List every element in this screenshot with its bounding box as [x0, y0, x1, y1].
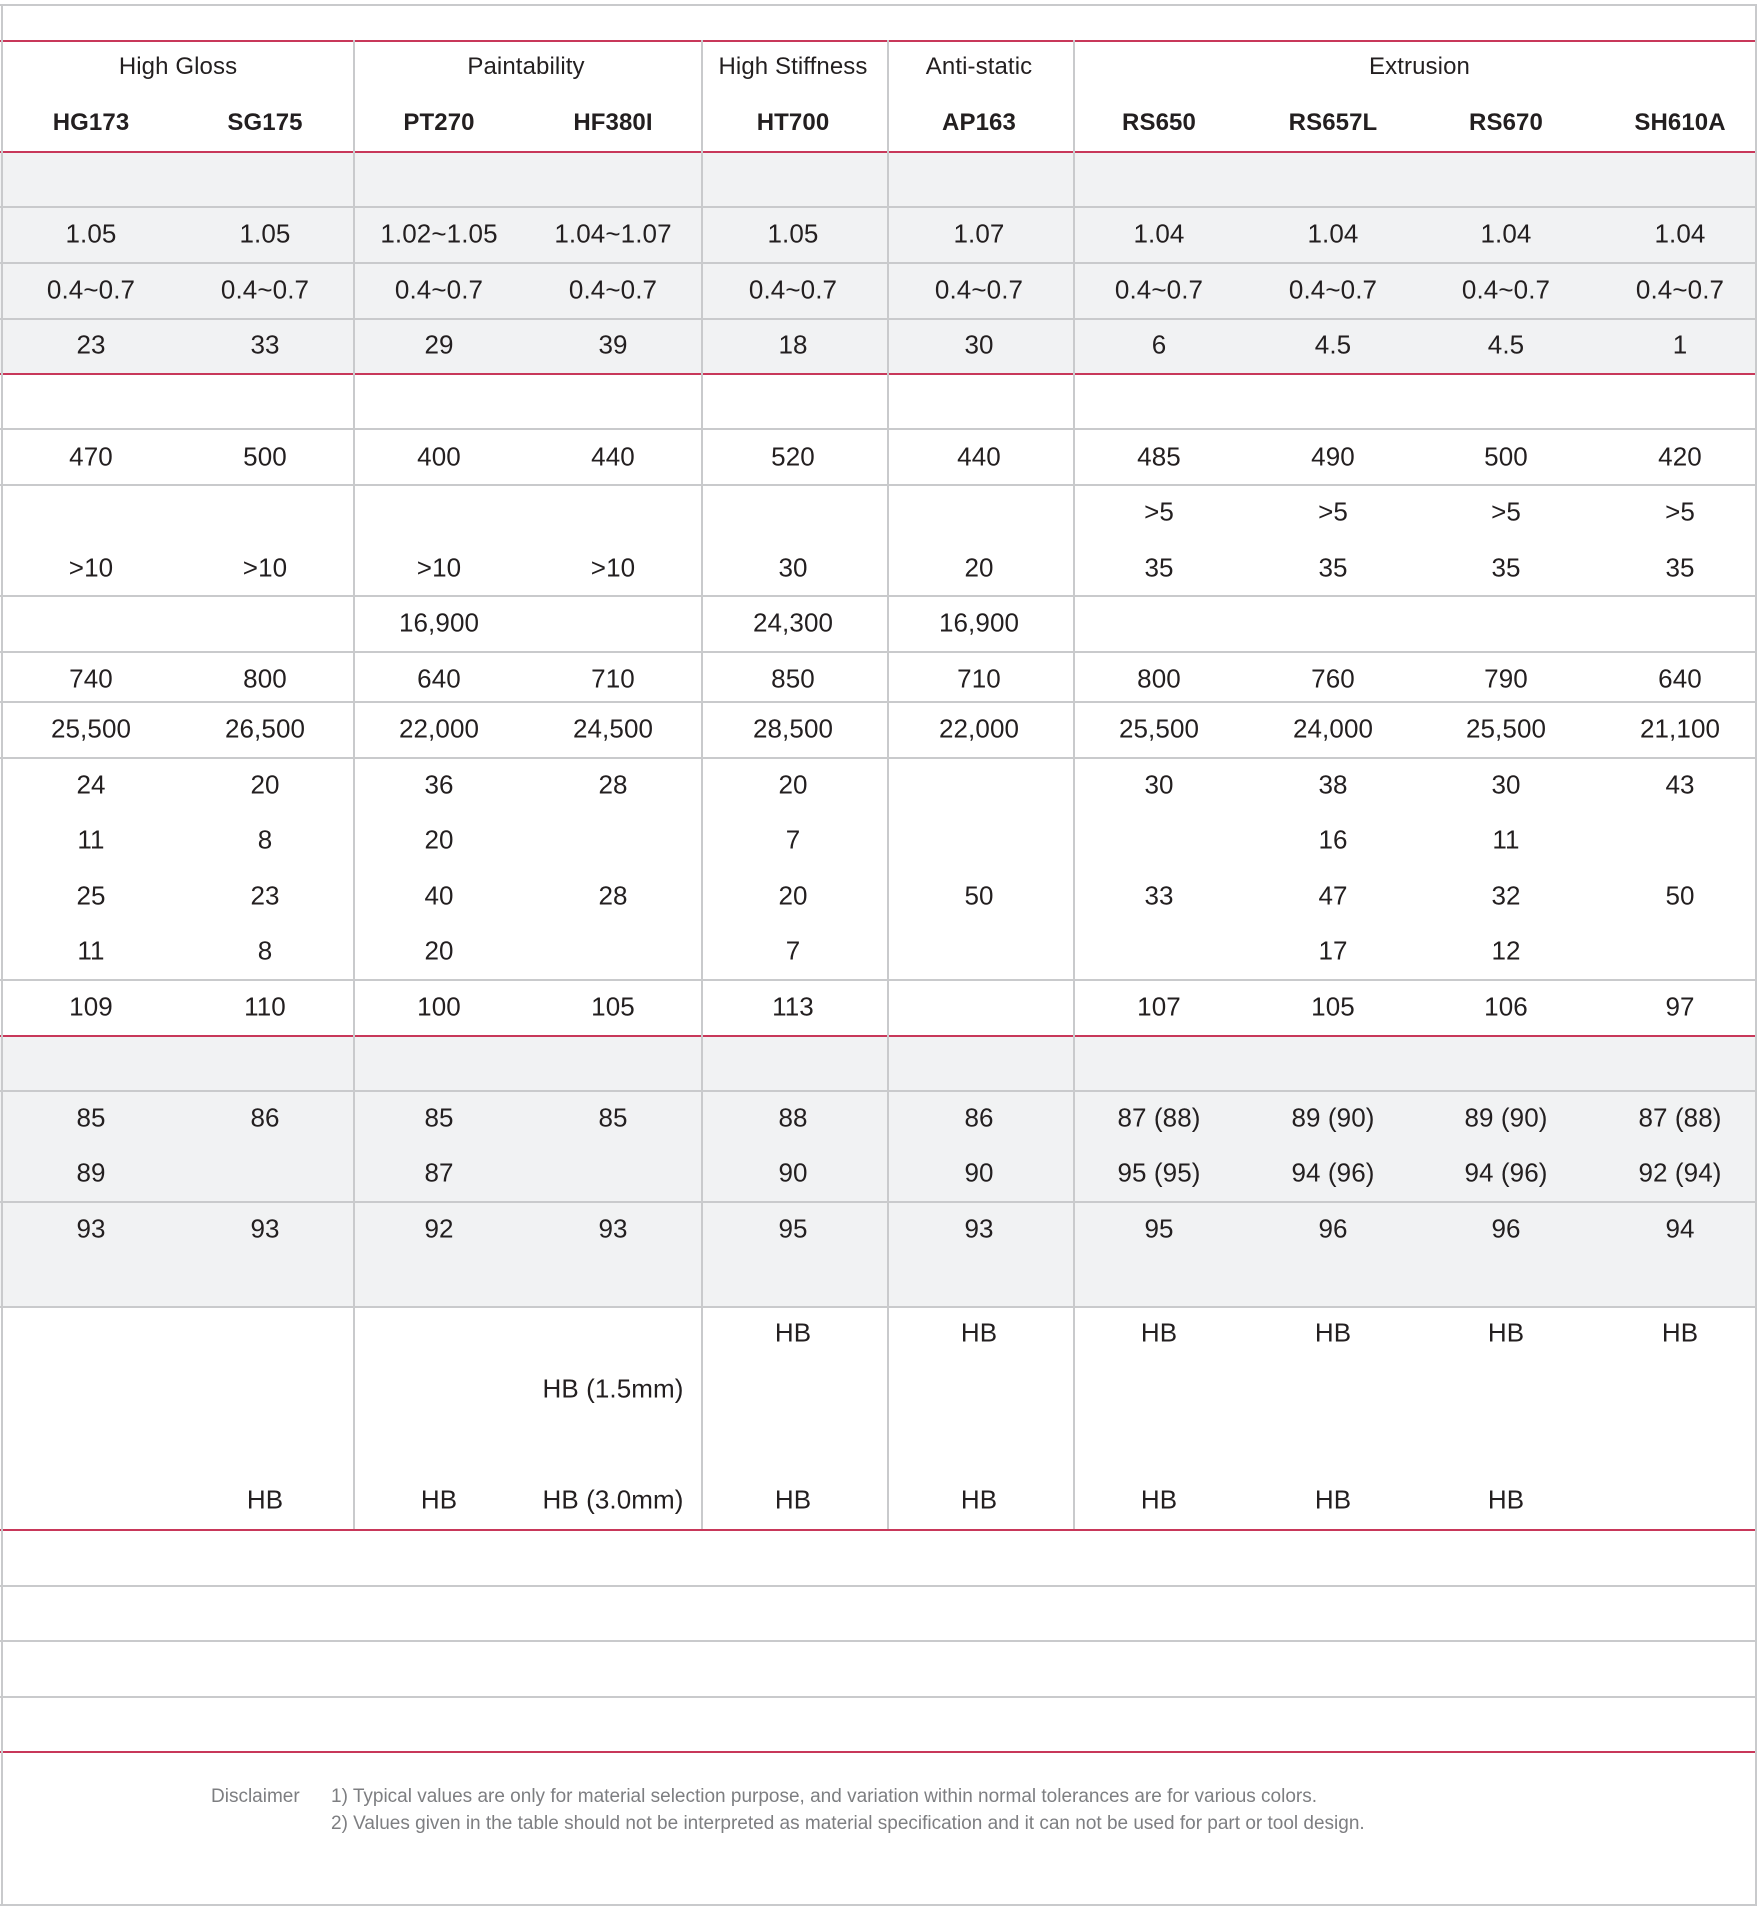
table-cell: >10 — [242, 552, 288, 583]
table-cell: 25,500 — [1118, 713, 1200, 744]
group-header: Extrusion — [1369, 53, 1470, 80]
table-cell: 21,100 — [1639, 713, 1721, 744]
table-cell: 28,500 — [752, 713, 834, 744]
table-cell: 29 — [424, 329, 454, 360]
grid-rule — [0, 979, 1757, 981]
table-cell: 470 — [69, 441, 113, 472]
table-cell: 0.4~0.7 — [1114, 274, 1204, 305]
table-cell: 0.4~0.7 — [748, 274, 838, 305]
table-cell: 440 — [957, 441, 1001, 472]
table-cell: 90 — [778, 1157, 808, 1188]
table-cell: 100 — [417, 991, 461, 1022]
table-cell: 640 — [417, 663, 461, 694]
table-cell: 95 — [1144, 1213, 1174, 1244]
grid-rule — [0, 318, 1757, 320]
table-cell: 35 — [1144, 552, 1174, 583]
table-cell: 33 — [1144, 880, 1174, 911]
table-cell: 420 — [1658, 441, 1702, 472]
table-cell: 89 (90) — [1291, 1102, 1375, 1133]
grid-rule — [0, 1201, 1757, 1203]
table-cell: 11 — [77, 935, 105, 966]
table-cell: HB — [774, 1317, 812, 1348]
section-rule — [0, 373, 1757, 375]
table-cell: 1.04~1.07 — [554, 218, 672, 249]
table-cell: HB — [1661, 1317, 1699, 1348]
disclaimer-line-1: 1) Typical values are only for material selection purpose, and variation within normal tolerances are for various colors. — [331, 1786, 1318, 1807]
table-cell: 32 — [1491, 880, 1521, 911]
grid-rule — [0, 1696, 1757, 1698]
table-cell: 740 — [69, 663, 113, 694]
table-cell: HB — [1487, 1484, 1525, 1515]
table-cell: 33 — [250, 329, 280, 360]
disclaimer-label: Disclaimer — [211, 1786, 300, 1807]
table-cell: 20 — [778, 880, 808, 911]
table-cell: 38 — [1318, 769, 1348, 800]
table-cell: 28 — [598, 880, 628, 911]
table-cell: 24,500 — [572, 713, 654, 744]
table-cell: 30 — [1491, 769, 1521, 800]
group-header: High Stiffness — [718, 53, 868, 80]
table-cell: 23 — [76, 329, 106, 360]
table-cell: 24 — [76, 769, 106, 800]
table-cell: 520 — [771, 441, 815, 472]
table-cell: >5 — [1144, 496, 1174, 527]
table-cell: 93 — [250, 1213, 280, 1244]
table-cell: 106 — [1484, 991, 1528, 1022]
grid-rule — [0, 651, 1757, 653]
table-cell: 43 — [1665, 769, 1695, 800]
grid-rule — [0, 428, 1757, 430]
table-cell: 109 — [69, 991, 113, 1022]
table-cell: 94 (96) — [1291, 1157, 1375, 1188]
table-cell: 36 — [424, 769, 454, 800]
frame-left — [1, 4, 3, 1904]
grid-rule — [0, 757, 1757, 759]
table-cell: HB — [420, 1484, 458, 1515]
table-cell: 24,300 — [752, 607, 834, 638]
table-cell: 440 — [591, 441, 635, 472]
table-cell: 93 — [76, 1213, 106, 1244]
table-cell: 16 — [1318, 824, 1348, 855]
table-cell: >5 — [1665, 496, 1695, 527]
table-cell: 28 — [598, 769, 628, 800]
table-cell: 30 — [778, 552, 808, 583]
table-cell: 11 — [1492, 824, 1520, 855]
table-cell: HB — [1487, 1317, 1525, 1348]
table-cell: 25 — [76, 880, 106, 911]
table-cell: 1.02~1.05 — [380, 218, 498, 249]
disclaimer-line-2: 2) Values given in the table should not be interpreted as material specification and it can not be used for part or tool design. — [331, 1813, 1365, 1834]
table-cell: 12 — [1491, 935, 1521, 966]
table-cell: 35 — [1665, 552, 1695, 583]
table-cell: 93 — [964, 1213, 994, 1244]
table-cell: 760 — [1311, 663, 1355, 694]
table-cell: 17 — [1318, 935, 1348, 966]
table-cell: 87 (88) — [1117, 1102, 1201, 1133]
table-cell: 0.4~0.7 — [1288, 274, 1378, 305]
product-header: SH610A — [1634, 109, 1726, 136]
table-cell: 110 — [244, 991, 286, 1022]
table-cell: 50 — [964, 880, 994, 911]
table-cell: 0.4~0.7 — [220, 274, 310, 305]
table-cell: 490 — [1311, 441, 1355, 472]
table-cell: 95 — [778, 1213, 808, 1244]
column-rule — [701, 40, 703, 1529]
table-cell: 20 — [964, 552, 994, 583]
table-cell: HB (3.0mm) — [542, 1484, 684, 1515]
table-cell: 24,000 — [1292, 713, 1374, 744]
column-rule — [353, 40, 355, 1529]
table-cell: HB (1.5mm) — [542, 1373, 684, 1404]
table-cell: 26,500 — [224, 713, 306, 744]
table-cell: 1.04 — [1480, 218, 1532, 249]
table-cell: 89 — [76, 1157, 106, 1188]
grid-rule — [0, 206, 1757, 208]
table-cell: HB — [774, 1484, 812, 1515]
grid-rule — [0, 1090, 1757, 1092]
column-rule — [1073, 40, 1075, 1529]
table-cell: 87 (88) — [1638, 1102, 1722, 1133]
table-cell: 800 — [1137, 663, 1181, 694]
product-header: HF380I — [573, 109, 653, 136]
table-cell: 25,500 — [50, 713, 132, 744]
table-cell: 1 — [1672, 329, 1688, 360]
table-cell: 86 — [250, 1102, 280, 1133]
table-cell: HB — [960, 1317, 998, 1348]
table-cell: 0.4~0.7 — [46, 274, 136, 305]
table-cell: 96 — [1491, 1213, 1521, 1244]
product-header: SG175 — [227, 109, 303, 136]
table-cell: 85 — [424, 1102, 454, 1133]
table-cell: 8 — [257, 935, 273, 966]
table-cell: 0.4~0.7 — [1635, 274, 1725, 305]
table-cell: 39 — [598, 329, 628, 360]
table-cell: 1.05 — [239, 218, 291, 249]
table-cell: 95 (95) — [1117, 1157, 1201, 1188]
grid-rule — [0, 595, 1757, 597]
table-cell: HB — [1140, 1484, 1178, 1515]
table-cell: 35 — [1318, 552, 1348, 583]
grid-rule — [0, 1306, 1757, 1308]
table-cell: 710 — [591, 663, 635, 694]
table-cell: 1.04 — [1654, 218, 1706, 249]
table-cell: 90 — [964, 1157, 994, 1188]
table-cell: 22,000 — [938, 713, 1020, 744]
table-cell: 1.07 — [953, 218, 1005, 249]
table-cell: 94 (96) — [1464, 1157, 1548, 1188]
table-cell: 8 — [257, 824, 273, 855]
section-rule — [0, 1751, 1757, 1753]
table-cell: 107 — [1137, 991, 1181, 1022]
product-header: AP163 — [942, 109, 1016, 136]
table-cell: 11 — [77, 824, 105, 855]
product-header: RS670 — [1469, 109, 1543, 136]
table-cell: 4.5 — [1314, 329, 1352, 360]
table-cell: 0.4~0.7 — [394, 274, 484, 305]
section-rule — [0, 40, 1757, 42]
table-cell: 93 — [598, 1213, 628, 1244]
table-cell: 40 — [424, 880, 454, 911]
group-header: Paintability — [467, 53, 585, 80]
table-cell: 800 — [243, 663, 287, 694]
table-cell: 710 — [957, 663, 1001, 694]
table-cell: >10 — [590, 552, 636, 583]
group-header: Anti-static — [925, 53, 1033, 80]
table-cell: 88 — [778, 1102, 808, 1133]
product-header: RS650 — [1122, 109, 1196, 136]
table-cell: 20 — [424, 935, 454, 966]
product-header: HT700 — [756, 109, 830, 136]
grid-rule — [0, 4, 1757, 6]
table-cell: 20 — [778, 769, 808, 800]
grid-rule — [0, 262, 1757, 264]
table-cell: HB — [960, 1484, 998, 1515]
table-cell: 85 — [598, 1102, 628, 1133]
table-cell: 7 — [785, 824, 801, 855]
column-rule — [887, 40, 889, 1529]
table-cell: 25,500 — [1465, 713, 1547, 744]
grid-rule — [0, 701, 1757, 703]
table-cell: 0.4~0.7 — [568, 274, 658, 305]
grid-rule — [0, 1640, 1757, 1642]
table-cell: 89 (90) — [1464, 1102, 1548, 1133]
table-cell: 20 — [250, 769, 280, 800]
table-cell: HB — [1140, 1317, 1178, 1348]
table-cell: 22,000 — [398, 713, 480, 744]
table-cell: 1.04 — [1307, 218, 1359, 249]
table-cell: 4.5 — [1487, 329, 1525, 360]
table-cell: >5 — [1491, 496, 1521, 527]
table-cell: 400 — [417, 441, 461, 472]
table-cell: 0.4~0.7 — [934, 274, 1024, 305]
table-cell: HB — [1314, 1484, 1352, 1515]
table-cell: 92 — [424, 1213, 454, 1244]
table-cell: 1.05 — [767, 218, 819, 249]
table-cell: 47 — [1318, 880, 1348, 911]
section-rule — [0, 151, 1757, 153]
section-rule — [0, 1035, 1757, 1037]
table-cell: 94 — [1665, 1213, 1695, 1244]
grid-rule — [0, 484, 1757, 486]
product-header: HG173 — [52, 109, 130, 136]
table-cell: 96 — [1318, 1213, 1348, 1244]
table-cell: 16,900 — [938, 607, 1020, 638]
table-cell: >10 — [416, 552, 462, 583]
table-cell: >5 — [1318, 496, 1348, 527]
table-cell: 1.04 — [1133, 218, 1185, 249]
table-cell: 30 — [964, 329, 994, 360]
table-cell: 16,900 — [398, 607, 480, 638]
table-cell: 6 — [1151, 329, 1167, 360]
product-header: PT270 — [403, 109, 475, 136]
table-cell: 18 — [778, 329, 808, 360]
group-header: High Gloss — [118, 53, 238, 80]
table-cell: 97 — [1665, 991, 1695, 1022]
table-cell: 35 — [1491, 552, 1521, 583]
table-cell: 1.05 — [65, 218, 117, 249]
table-cell: 105 — [591, 991, 635, 1022]
table-cell: 20 — [424, 824, 454, 855]
table-cell: 485 — [1137, 441, 1181, 472]
table-cell: 85 — [76, 1102, 106, 1133]
table-cell: 500 — [1484, 441, 1528, 472]
table-cell: 790 — [1484, 663, 1528, 694]
table-cell: 500 — [243, 441, 287, 472]
table-cell: 86 — [964, 1102, 994, 1133]
table-cell: HB — [246, 1484, 284, 1515]
table-cell: 50 — [1665, 880, 1695, 911]
grid-rule — [0, 1585, 1757, 1587]
table-cell: 92 (94) — [1638, 1157, 1722, 1188]
product-header: RS657L — [1288, 109, 1378, 136]
table-cell: 105 — [1311, 991, 1355, 1022]
table-cell: 0.4~0.7 — [1461, 274, 1551, 305]
table-cell: HB — [1314, 1317, 1352, 1348]
table-cell: 30 — [1144, 769, 1174, 800]
table-cell: 850 — [771, 663, 815, 694]
table-cell: >10 — [68, 552, 114, 583]
table-cell: 113 — [772, 991, 814, 1022]
section-rule — [0, 1529, 1757, 1531]
table-cell: 7 — [785, 935, 801, 966]
table-cell: 87 — [424, 1157, 454, 1188]
table-cell: 640 — [1658, 663, 1702, 694]
table-cell: 23 — [250, 880, 280, 911]
